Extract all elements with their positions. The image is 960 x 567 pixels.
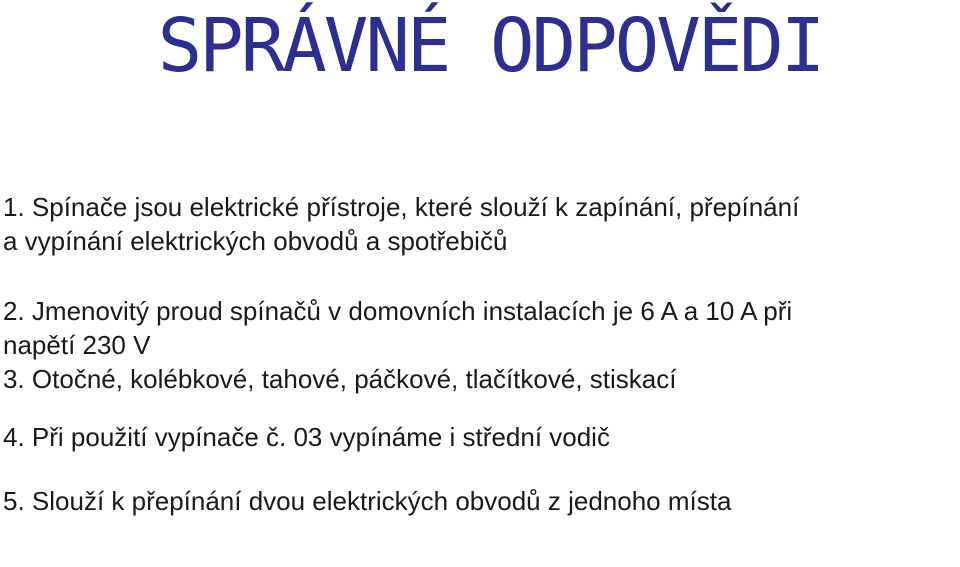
answer-2 xyxy=(3,294,958,362)
answer-2-line-1: 2. Jmenovitý proud spínačů v domovních instalacích je 6 A a 10 A při xyxy=(3,296,793,326)
answer-1 xyxy=(3,190,958,258)
answer-5-line-1: 5. Slouží k přepínání dvou elektrických obvodů z jednoho místa xyxy=(3,486,732,516)
answer-3-line-1: 3. Otočné, kolébkové, tahové, páčkové, tlačítkové, stiskací xyxy=(3,364,677,394)
answer-4-line-1: 4. Při použití vypínače č. 03 vypínáme i střední vodič xyxy=(3,422,610,452)
answer-2-line-2: napětí 230 V xyxy=(3,330,151,360)
answer-4 xyxy=(3,420,958,454)
answers-list xyxy=(3,190,958,518)
answer-1-line-1: 1. Spínače jsou elektrické přístroje, které slouží k zapínání, přepínání xyxy=(3,192,800,222)
answer-3 xyxy=(3,362,958,396)
answer-1-line-2: a vypínání elektrických obvodů a spotřebičů xyxy=(3,226,508,256)
answer-5 xyxy=(3,484,958,518)
page-title: SPRÁVNÉ ODPOVĚDI xyxy=(157,3,823,89)
